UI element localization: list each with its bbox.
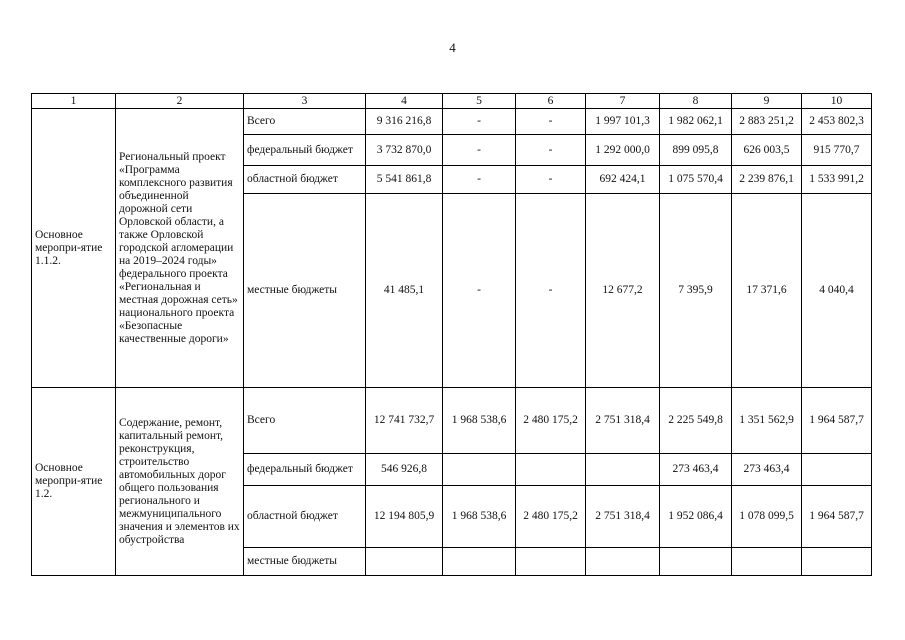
value-cell <box>802 454 872 486</box>
value-cell: 12 677,2 <box>586 194 660 388</box>
description-cell: Содержание, ремонт, капитальный ремонт, реконструкция, строительство автомобильных дорог общего пользования регионального и межмуниципального значения и элементов их обустройства <box>116 388 244 576</box>
budget-table <box>31 93 872 576</box>
value-cell: - <box>443 166 516 194</box>
source-cell: Всего <box>244 388 366 454</box>
source-cell: областной бюджет <box>244 166 366 194</box>
value-cell: 273 463,4 <box>732 454 802 486</box>
source-cell: федеральный бюджет <box>244 135 366 166</box>
measure-cell: Основное меропри-ятие 1.2. <box>32 388 116 576</box>
value-cell: - <box>516 135 586 166</box>
value-cell: 41 485,1 <box>366 194 443 388</box>
value-cell: 915 770,7 <box>802 135 872 166</box>
table-row <box>32 109 872 135</box>
value-cell <box>443 548 516 576</box>
value-cell: 2 480 175,2 <box>516 388 586 454</box>
value-cell: 12 194 805,9 <box>366 486 443 548</box>
table-row <box>32 388 872 454</box>
value-cell: 2 751 318,4 <box>586 486 660 548</box>
value-cell: 692 424,1 <box>586 166 660 194</box>
value-cell: 626 003,5 <box>732 135 802 166</box>
value-cell <box>366 548 443 576</box>
value-cell: 2 883 251,2 <box>732 109 802 135</box>
value-cell: 1 533 991,2 <box>802 166 872 194</box>
value-cell: - <box>516 166 586 194</box>
value-cell: 1 968 538,6 <box>443 388 516 454</box>
value-cell: 2 480 175,2 <box>516 486 586 548</box>
column-header: 7 <box>586 94 660 109</box>
value-cell <box>516 454 586 486</box>
value-cell: - <box>516 194 586 388</box>
value-cell: 1 968 538,6 <box>443 486 516 548</box>
value-cell: 1 292 000,0 <box>586 135 660 166</box>
value-cell: 9 316 216,8 <box>366 109 443 135</box>
source-cell: областной бюджет <box>244 486 366 548</box>
value-cell: 7 395,9 <box>660 194 732 388</box>
value-cell: 546 926,8 <box>366 454 443 486</box>
value-cell <box>516 548 586 576</box>
column-header: 3 <box>244 94 366 109</box>
value-cell: 1 952 086,4 <box>660 486 732 548</box>
value-cell: 1 964 587,7 <box>802 388 872 454</box>
value-cell <box>586 454 660 486</box>
value-cell: 1 078 099,5 <box>732 486 802 548</box>
value-cell: 1 982 062,1 <box>660 109 732 135</box>
value-cell: 1 351 562,9 <box>732 388 802 454</box>
source-cell: местные бюджеты <box>244 194 366 388</box>
value-cell: 2 239 876,1 <box>732 166 802 194</box>
value-cell <box>660 548 732 576</box>
column-header: 1 <box>32 94 116 109</box>
value-cell: 2 453 802,3 <box>802 109 872 135</box>
source-cell: местные бюджеты <box>244 548 366 576</box>
column-header: 9 <box>732 94 802 109</box>
column-header: 6 <box>516 94 586 109</box>
value-cell <box>732 548 802 576</box>
description-cell: Региональный проект «Программа комплексного развития объединенной дорожной сети Орловской области, а также Орловской городской агломерации на 2019–2024 годы» федерального проекта «Региональная и местная дорожная сеть» национального проекта «Безопасные качественные дороги» <box>116 109 244 388</box>
value-cell <box>443 454 516 486</box>
value-cell: 5 541 861,8 <box>366 166 443 194</box>
column-header: 10 <box>802 94 872 109</box>
value-cell: 4 040,4 <box>802 194 872 388</box>
header-row <box>32 94 872 109</box>
measure-cell: Основное меропри-ятие 1.1.2. <box>32 109 116 388</box>
column-header: 4 <box>366 94 443 109</box>
page-number: 4 <box>449 40 456 55</box>
value-cell <box>586 548 660 576</box>
column-header: 5 <box>443 94 516 109</box>
value-cell: 1 997 101,3 <box>586 109 660 135</box>
value-cell: - <box>516 109 586 135</box>
value-cell: 899 095,8 <box>660 135 732 166</box>
column-header: 8 <box>660 94 732 109</box>
value-cell: - <box>443 194 516 388</box>
value-cell: - <box>443 135 516 166</box>
value-cell: 12 741 732,7 <box>366 388 443 454</box>
value-cell <box>802 548 872 576</box>
source-cell: Всего <box>244 109 366 135</box>
value-cell: 1 964 587,7 <box>802 486 872 548</box>
value-cell: 2 751 318,4 <box>586 388 660 454</box>
value-cell: - <box>443 109 516 135</box>
value-cell: 273 463,4 <box>660 454 732 486</box>
value-cell: 1 075 570,4 <box>660 166 732 194</box>
column-header: 2 <box>116 94 244 109</box>
value-cell: 3 732 870,0 <box>366 135 443 166</box>
value-cell: 17 371,6 <box>732 194 802 388</box>
source-cell: федеральный бюджет <box>244 454 366 486</box>
value-cell: 2 225 549,8 <box>660 388 732 454</box>
